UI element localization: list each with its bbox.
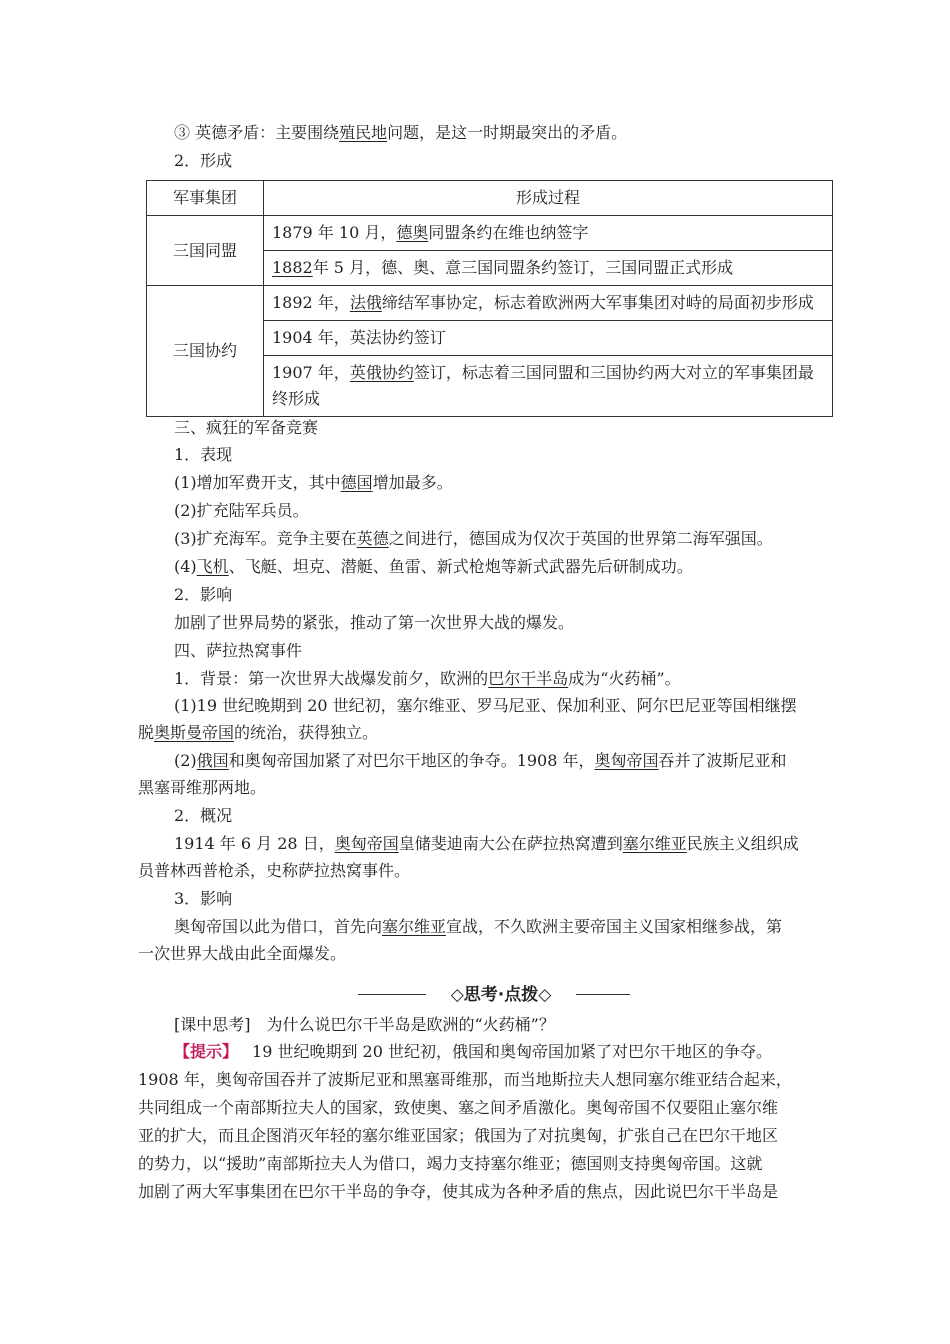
hint-label: 【提示】 (174, 1042, 239, 1061)
table-cell: 1907 年，英俄协约签订，标志着三国同盟和三国协约两大对立的军事集团最终形成 (264, 356, 833, 417)
conflict-text-end: 问题，是这一时期最突出的矛盾。 (387, 123, 628, 142)
table-row (147, 216, 833, 251)
paragraph: 1．背景：第一次世界大战爆发前夕，欧洲的巴尔干半岛成为“火药桶”。 (174, 669, 681, 688)
conflict-underlined: 殖民地 (339, 123, 388, 142)
hint-text: 19 世纪晚期到 20 世纪初，俄国和奥匈帝国加紧了对巴尔干地区的争夺。 (252, 1042, 772, 1061)
triple-entente-label: 三国协约 (147, 286, 264, 417)
think-divider (358, 984, 630, 1006)
triple-alliance-label: 三国同盟 (147, 216, 264, 286)
paragraph: (1)19 世纪晚期到 20 世纪初，塞尔维亚、罗马尼亚、保加利亚、阿尔巴尼亚等国相继摆 (174, 696, 797, 715)
paragraph: (4)飞机、飞艇、坦克、潜艇、鱼雷、新式枪炮等新式武器先后研制成功。 (174, 557, 693, 576)
table-cell: 1892 年，法俄缔结军事协定，标志着欧洲两大军事集团对峙的局面初步形成 (264, 286, 833, 321)
divider-rule (358, 994, 426, 995)
section-heading: 四、萨拉热窝事件 (174, 641, 303, 660)
hint-line (174, 1041, 772, 1063)
paragraph: (1)增加军费开支，其中德国增加最多。 (174, 473, 453, 492)
header-bloc: 军事集团 (147, 181, 264, 216)
subheading: 2．影响 (174, 585, 233, 604)
header-process: 形成过程 (264, 181, 833, 216)
paragraph: 员普林西普枪杀，史称萨拉热窝事件。 (138, 861, 411, 880)
table-cell: 1882年 5 月，德、奥、意三国同盟条约签订，三国同盟正式形成 (264, 251, 833, 286)
table-header-row (147, 181, 833, 216)
paragraph: (2)俄国和奥匈帝国加紧了对巴尔干地区的争夺。1908 年，奥匈帝国吞并了波斯尼亚和 (174, 751, 787, 770)
subheading: 3．影响 (174, 889, 233, 908)
subheading: 2．概况 (174, 806, 233, 825)
subheading: 1．表现 (174, 445, 233, 464)
divider-rule (576, 994, 630, 995)
table-cell: 1879 年 10 月，德奥同盟条约在维也纳签字 (264, 216, 833, 251)
question: [课中思考] 为什么说巴尔干半岛是欧洲的“火药桶”？ (174, 1015, 555, 1034)
formation-heading: 2．形成 (174, 151, 233, 170)
table-row (147, 286, 833, 321)
paragraph: 一次世界大战由此全面爆发。 (138, 944, 347, 963)
section-heading: 三、疯狂的军备竞赛 (174, 418, 319, 437)
table-cell: 1904 年，英法协约签订 (264, 321, 833, 356)
paragraph: 黑塞哥维那两地。 (138, 778, 267, 797)
paragraph: (3)扩充海军。竞争主要在英德之间进行，德国成为仅次于英国的世界第二海军强国。 (174, 529, 773, 548)
hint-line: 共同组成一个南部斯拉夫人的国家，致使奥、塞之间矛盾激化。奥匈帝国不仅要阻止塞尔维 (138, 1098, 779, 1117)
paragraph: 脱奥斯曼帝国的统治，获得独立。 (138, 723, 379, 742)
paragraph: 1914 年 6 月 28 日，奥匈帝国皇储斐迪南大公在萨拉热窝遭到塞尔维亚民族主义组织成 (174, 834, 799, 853)
divider-title: ◇思考·点拨◇ (450, 985, 552, 1005)
hint-line: 1908 年，奥匈帝国吞并了波斯尼亚和黑塞哥维那，而当地斯拉夫人想同塞尔维亚结合起来， (138, 1070, 792, 1089)
hint-line: 亚的扩大，而且企图消灭年轻的塞尔维亚国家；俄国为了对抗奥匈，扩张自己在巴尔干地区 (138, 1126, 779, 1145)
paragraph: (2)扩充陆军兵员。 (174, 501, 309, 520)
paragraph: 奥匈帝国以此为借口，首先向塞尔维亚宣战，不久欧洲主要帝国主义国家相继参战，第 (174, 917, 783, 936)
paragraph: 加剧了世界局势的紧张，推动了第一次世界大战的爆发。 (174, 613, 575, 632)
conflict-text: ③ 英德矛盾：主要围绕 (174, 123, 340, 142)
military-blocs-table (146, 180, 833, 417)
hint-line: 的势力，以“援助”南部斯拉夫人为借口，竭力支持塞尔维亚；德国则支持奥匈帝国。这就 (138, 1154, 763, 1173)
conflict-line (174, 122, 627, 144)
hint-line: 加剧了两大军事集团在巴尔干半岛的争夺，使其成为各种矛盾的焦点，因此说巴尔干半岛是 (138, 1182, 779, 1201)
